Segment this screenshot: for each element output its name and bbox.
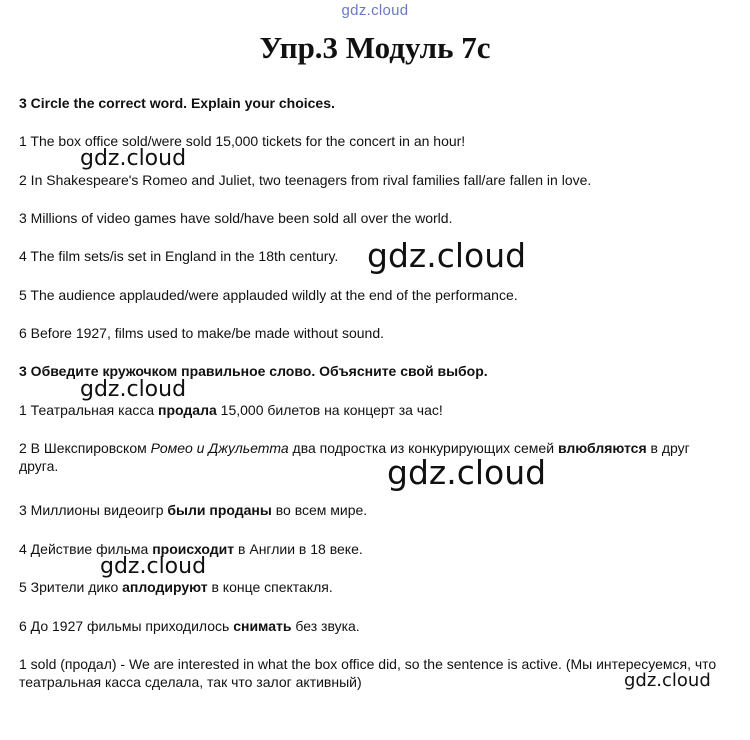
watermark-top: gdz.cloud	[341, 2, 409, 19]
english-heading: 3 Circle the correct word. Explain your choices.	[19, 95, 335, 111]
watermark-1: gdz.cloud	[80, 146, 187, 171]
english-item-5: 5 The audience applauded/were applauded wildly at the end of the performance.	[19, 287, 518, 303]
russian-item-1: 1 Театральная касса продала 15,000 билетов на концерт за час!	[19, 402, 443, 418]
english-item-1: 1 The box office sold/were sold 15,000 tickets for the concert in an hour!	[19, 133, 466, 149]
english-item-2: 2 In Shakespeare's Romeo and Juliet, two teenagers from rival families fall/are fallen in love.	[19, 172, 592, 188]
russian-item-3: 3 Миллионы видеоигр были проданы во всем мире.	[19, 502, 368, 518]
watermark-2: gdz.cloud	[367, 236, 527, 275]
english-item-6: 6 Before 1927, films used to make/be made without sound.	[19, 325, 384, 341]
watermark-3: gdz.cloud	[80, 377, 187, 402]
watermark-4: gdz.cloud	[387, 453, 547, 492]
russian-item-4: 4 Действие фильма происходит в Англии в 18 веке.	[19, 541, 363, 557]
watermark-5: gdz.cloud	[100, 554, 207, 579]
russian-item-6: 6 До 1927 фильмы приходилось снимать без звука.	[19, 618, 360, 634]
russian-heading: 3 Обведите кружочком правильное слово. Объясните свой выбор.	[19, 363, 488, 379]
english-item-4: 4 The film sets/is set in England in the 18th century.	[19, 248, 339, 264]
english-item-3: 3 Millions of video games have sold/have been sold all over the world.	[19, 210, 453, 226]
russian-item-5: 5 Зрители дико аплодируют в конце спектакля.	[19, 579, 333, 595]
page-title: Упр.3 Модуль 7с	[259, 30, 491, 65]
explanation-text: 1 sold (продал) - We are interested in what the box office did, so the sentence is active. (Мы интересуемся, что театральная касса сделала, так что залог активный)	[19, 656, 717, 690]
russian-item-2: 2 В Шекспировском Ромео и Джульетта два подростка из конкурирующих семей влюбляются в друг друга.	[19, 440, 690, 474]
watermark-6: gdz.cloud	[624, 670, 711, 691]
